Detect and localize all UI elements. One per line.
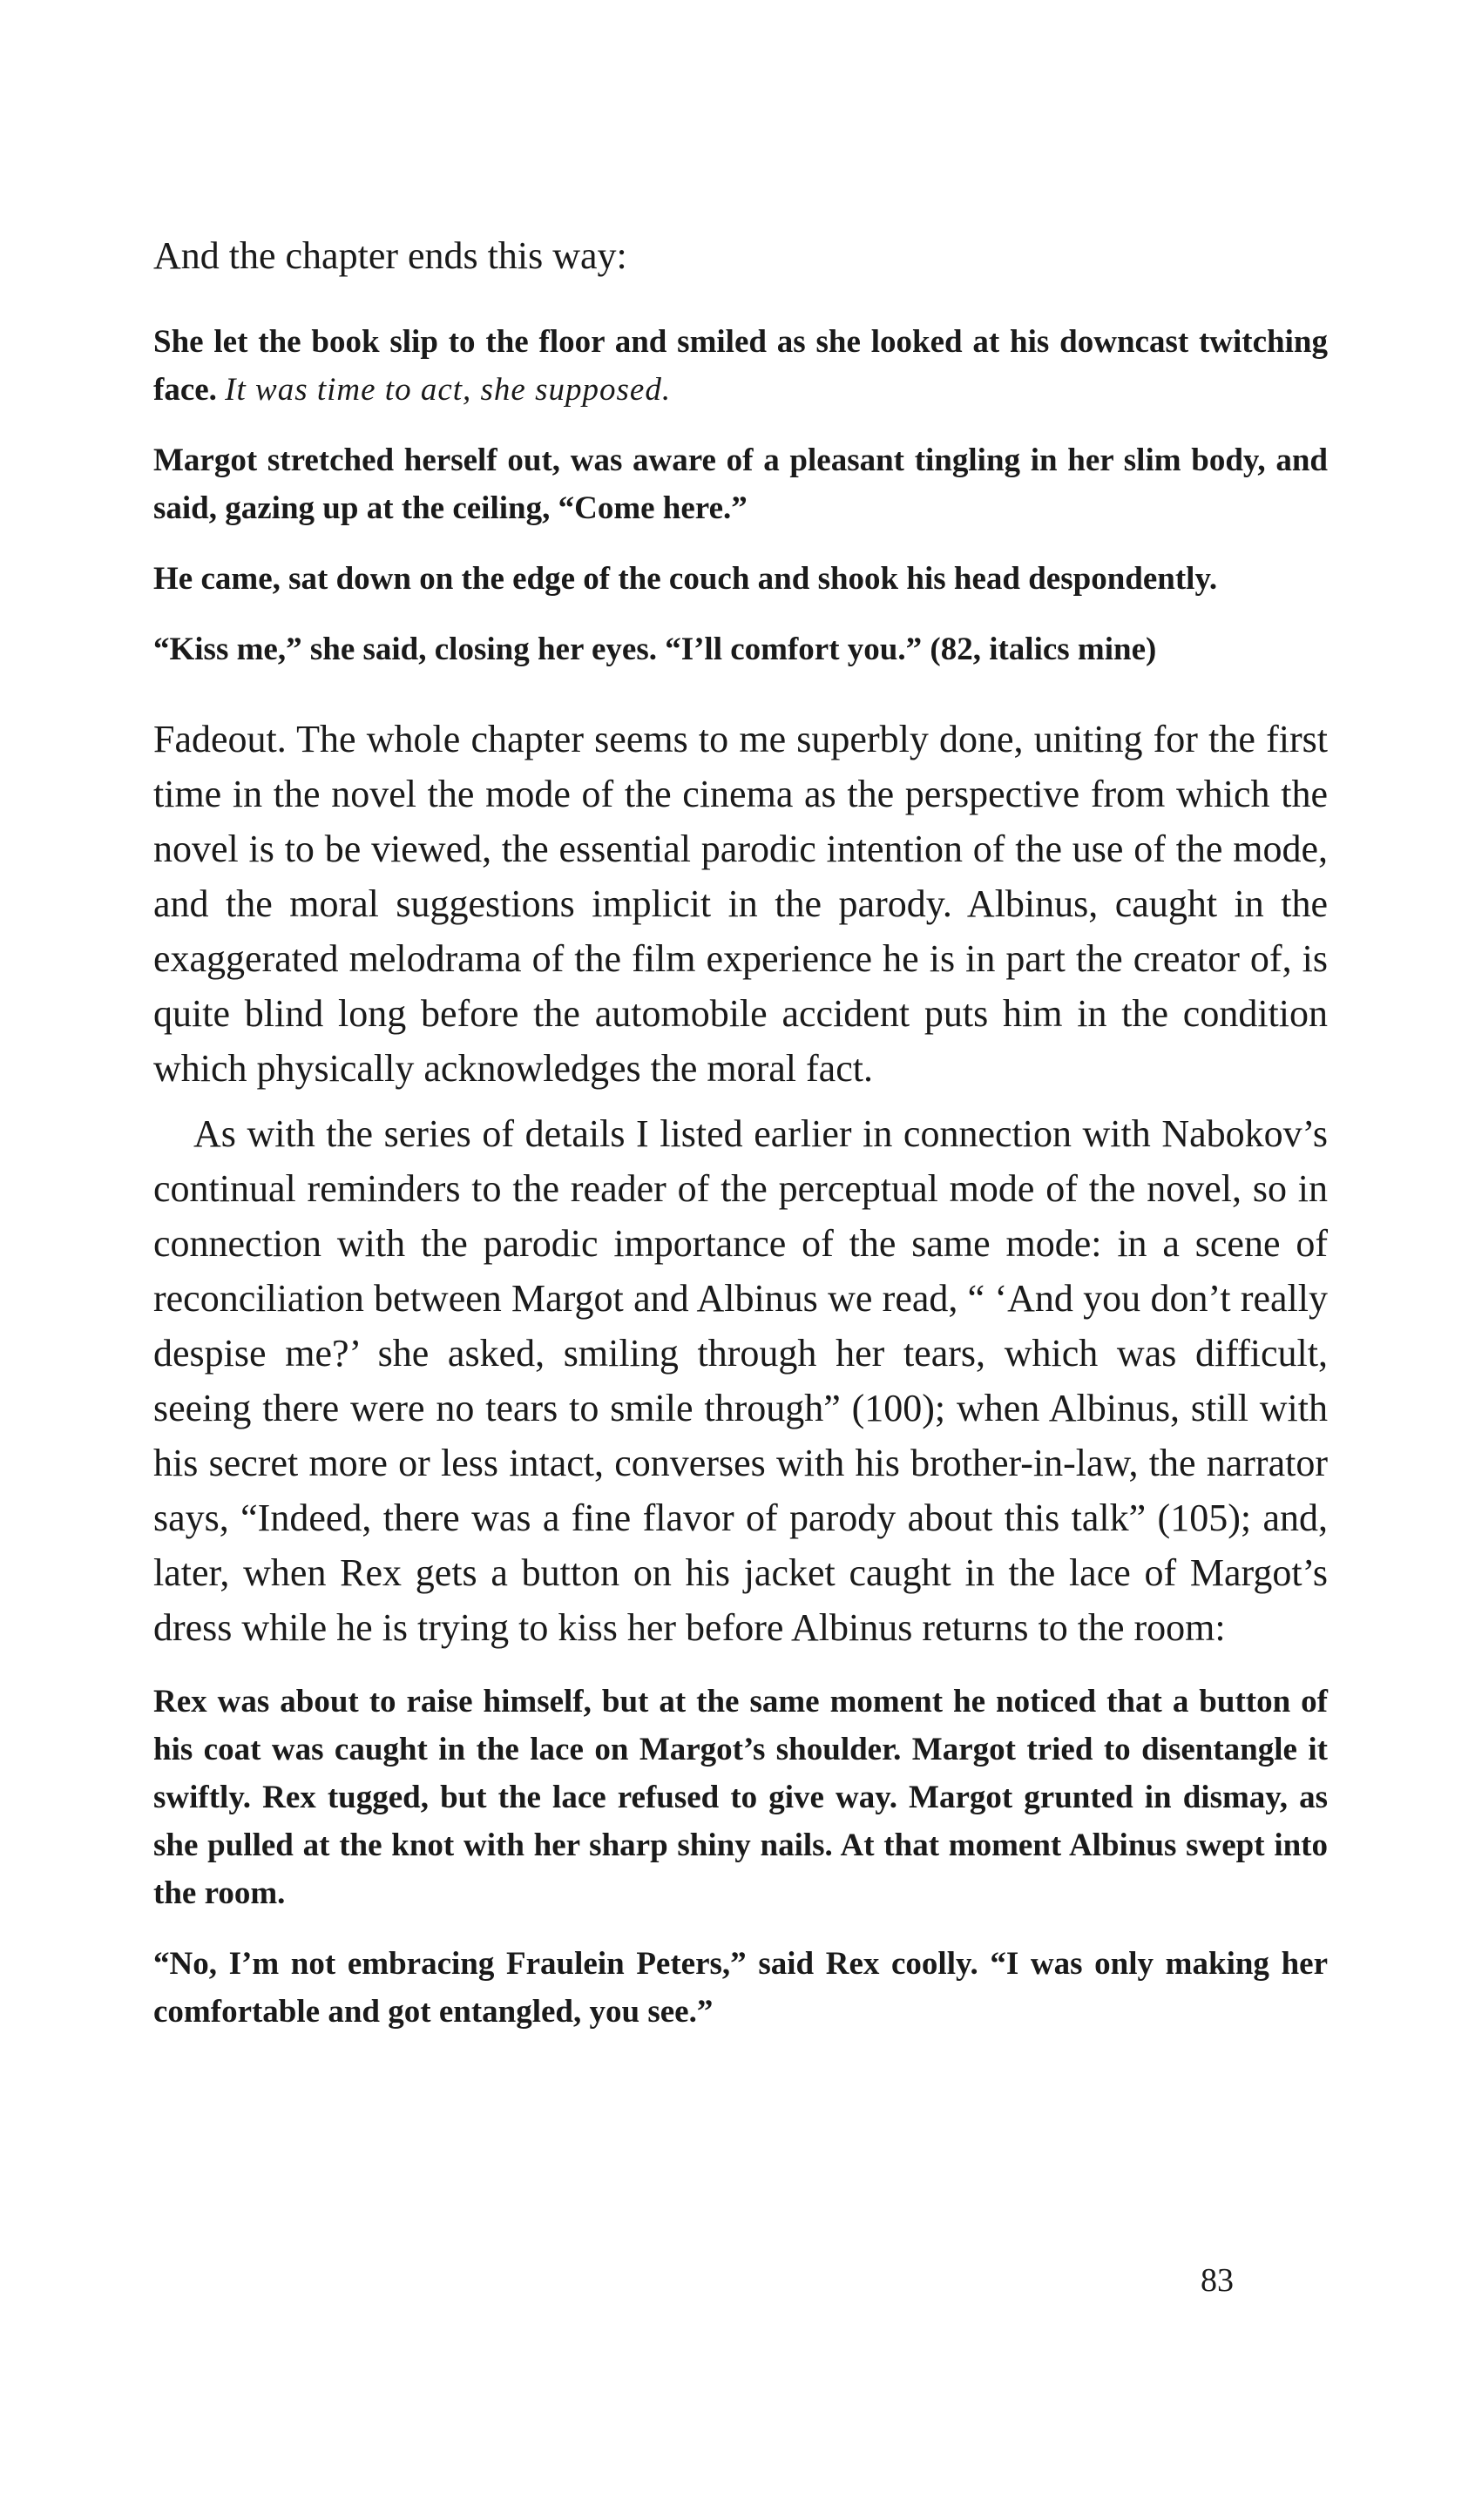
- quote2-paragraph-2: “No, I’m not embracing Fraulein Peters,” said Rex coolly. “I was only making her comfortable and got entangled, you see.”: [153, 1946, 1328, 2030]
- quote1-p1-italic: It was time to act, she supposed.: [225, 372, 672, 408]
- block-quote-2: [153, 1678, 1328, 2036]
- quote1-paragraph-3: He came, sat down on the edge of the couch and shook his head despondently.: [153, 561, 1218, 597]
- page-content: [153, 228, 1328, 2058]
- page-number: 83: [1201, 2262, 1234, 2299]
- quote1-paragraph-4: “Kiss me,” she said, closing her eyes. “I’ll comfort you.” (82, italics mine): [153, 632, 1157, 667]
- quote1-paragraph-1: [153, 318, 1328, 414]
- quote1-paragraph-2: Margot stretched herself out, was aware of a pleasant tingling in her slim body, and said, gazing up at the ceiling, “Come here.”: [153, 443, 1328, 526]
- body-paragraph-2: As with the series of details I listed earlier in connection with Nabokov’s continual reminders to the reader of the perceptual mode of the novel, so in connection with the parodic importance of the same mode: in a scene of reconciliation between Margot and Albinus we read, “ ‘And you don’t really despise me?’ she asked, smiling through her tears, which was difficult, seeing there were no tears to smile through” (100); when Albinus, still with his secret more or less intact, converses with his brother-in-law, the narrator says, “Indeed, there was a fine flavor of parody about this talk” (105); and, later, when Rex gets a button on his jacket caught in the lace of Margot’s dress while he is trying to kiss her before Albinus returns to the room:: [153, 1112, 1328, 1649]
- block-quote-1: [153, 318, 1328, 673]
- intro-line: And the chapter ends this way:: [153, 234, 627, 277]
- quote1-p1-text: She let the book slip to the floor and smiled as she looked at his downcast twitching face.: [153, 324, 1328, 408]
- quote2-paragraph-1: Rex was about to raise himself, but at the same moment he noticed that a button of his coat was caught in the lace on Margot’s shoulder. Margot tried to disentangle it swiftly. Rex tugged, but the lace refused to give way. Margot grunted in dismay, as she pulled at the knot with her sharp shiny nails. At that moment Albinus swept into the room.: [153, 1684, 1328, 1911]
- body-paragraph-1: Fadeout. The whole chapter seems to me superbly done, uniting for the first time in the novel the mode of the cinema as the perspective from which the novel is to be viewed, the essential parodic intention of the use of the mode, and the moral suggestions implicit in the parody. Albinus, caught in the exaggerated melodrama of the film experience he is in part the creator of, is quite blind long before the automobile accident puts him in the condition which physically acknowledges the moral fact.: [153, 718, 1328, 1090]
